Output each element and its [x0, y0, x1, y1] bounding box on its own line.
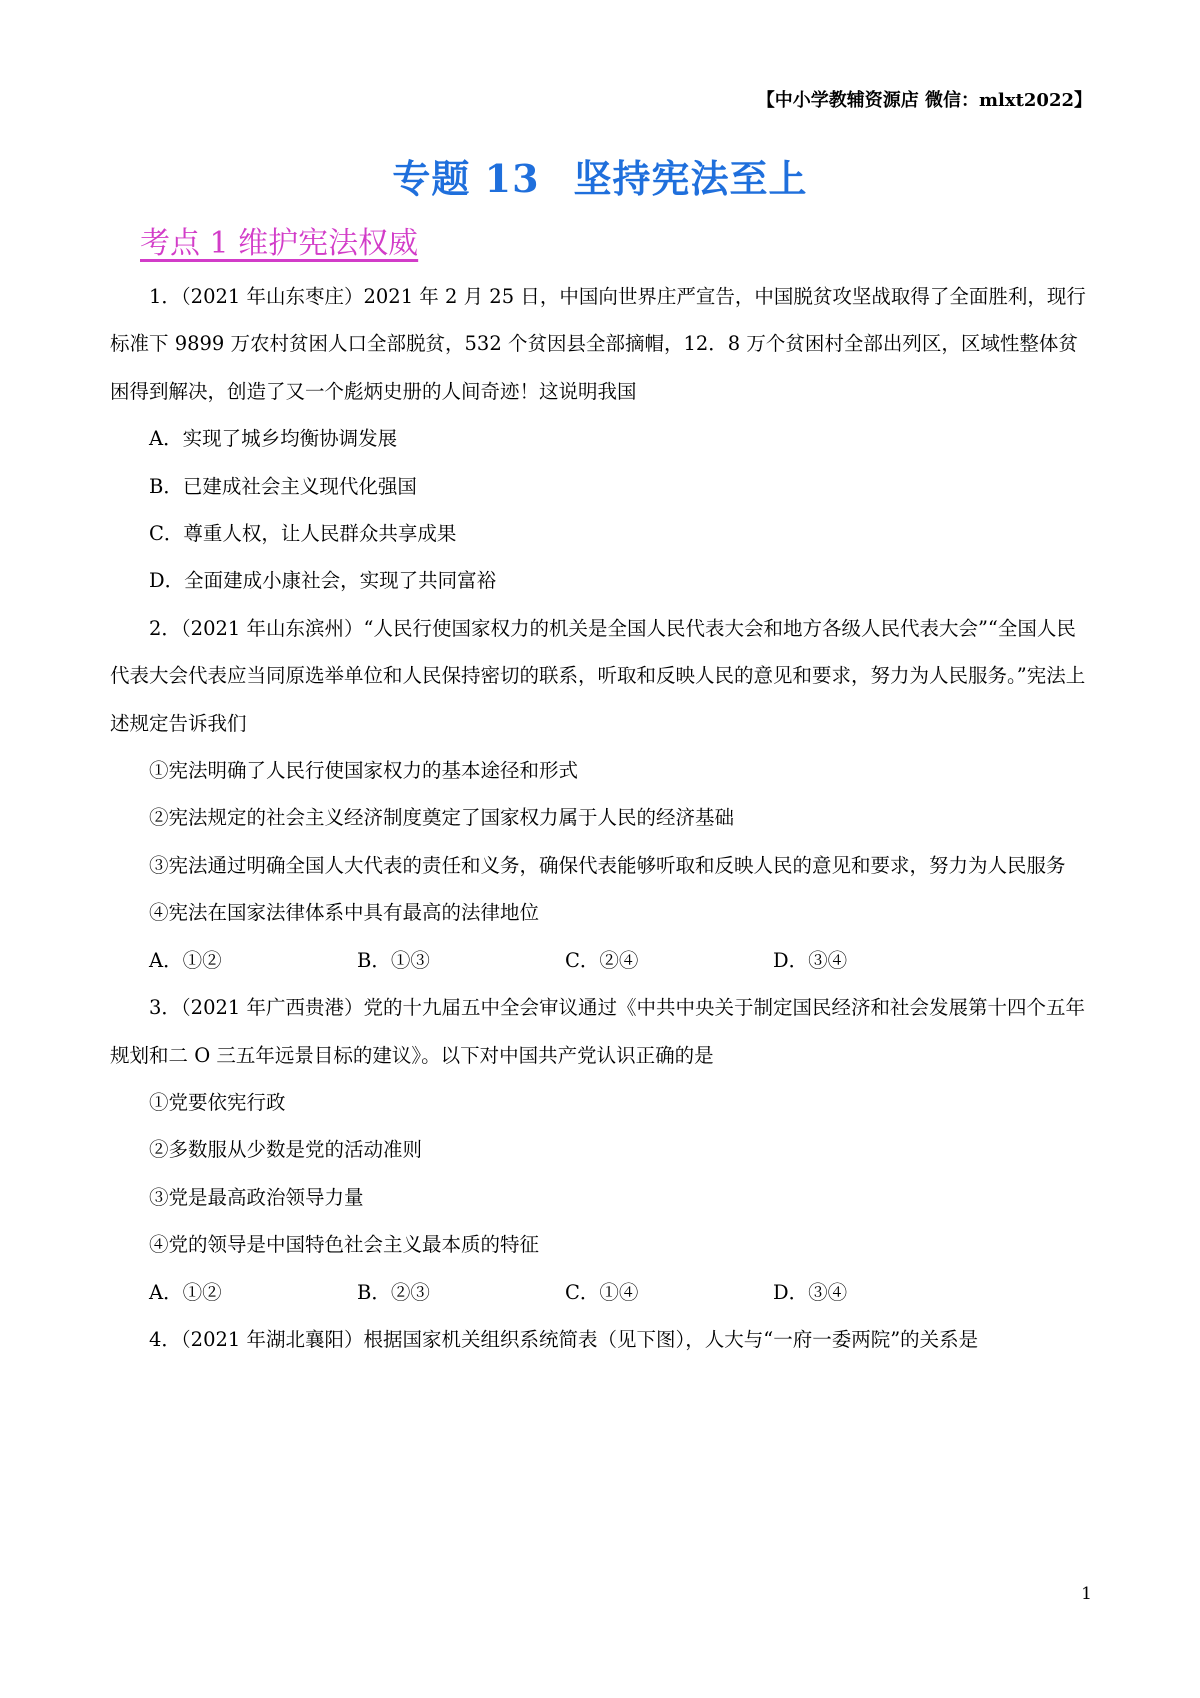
page-number: 1: [1081, 1584, 1092, 1604]
question-1-option-a: A．实现了城乡均衡协调发展: [149, 427, 398, 451]
question-3-statement-3: ③党是最高政治领导力量: [149, 1185, 364, 1209]
question-1-stem: 1．（2021 年山东枣庄）2021 年 2 月 25 日，中国向世界庄严宣告，中国脱贫攻坚战取得了全面胜利，现行标准下 9899 万农村贫困人口全部脱贫，532 个贫因县全部摘帽，12．8 万个贫困村全部出列区，区域性整体贫困得到解决，创造了又一个彪炳史册的人间奇迹！这说明我国: [110, 285, 1086, 403]
question-2-statement-2: ②宪法规定的社会主义经济制度奠定了国家权力属于人民的经济基础: [149, 806, 735, 830]
question-1-option-c: C．尊重人权，让人民群众共享成果: [149, 522, 457, 546]
section-heading: 考点 1 维护宪法权威: [140, 226, 419, 261]
question-3-option-d: D．③④: [773, 1280, 848, 1304]
question-2-option-a: A．①②: [149, 948, 222, 972]
question-2-option-b: B．①③: [357, 948, 430, 972]
question-3-stem: 3．（2021 年广西贵港）党的十九届五中全会审议通过《中共中央关于制定国民经济和社会发展第十四个五年规划和二 O 三五年远景目标的建议》。以下对中国共产党认识正确的是: [110, 996, 1085, 1067]
question-2-option-d: D．③④: [773, 948, 848, 972]
question-2-option-c: C．②④: [565, 948, 639, 972]
question-2-statement-4: ④宪法在国家法律体系中具有最高的法律地位: [149, 901, 540, 925]
header-note: 【中小学教辅资源店 微信：mlxt2022】: [756, 90, 1092, 111]
question-4-stem: 4．（2021 年湖北襄阳）根据国家机关组织系统简表（见下图），人大与“一府一委两院”的关系是: [149, 1327, 979, 1351]
question-3-options: [110, 1269, 1092, 1316]
question-content: [110, 273, 1092, 1363]
title-topic-number: 专题 13: [392, 156, 540, 201]
title-topic-name: 坚持宪法至上: [573, 156, 808, 201]
question-3-option-b: B．②③: [357, 1280, 430, 1304]
question-1-option-b: B．已建成社会主义现代化强国: [149, 474, 417, 498]
question-2-stem: 2．（2021 年山东滨州）“人民行使国家权力的机关是全国人民代表大会和地方各级人民代表大会”“全国人民代表大会代表应当同原选举单位和人民保持密切的联系，听取和反映人民的意见和要求，努力为人民服务。”宪法上述规定告诉我们: [110, 616, 1086, 735]
question-3-statement-4: ④党的领导是中国特色社会主义最本质的特征: [149, 1233, 540, 1257]
question-2-options: [110, 937, 1092, 984]
question-3-option-a: A．①②: [149, 1280, 222, 1304]
question-3-option-c: C．①④: [565, 1280, 639, 1304]
question-1-option-d: D．全面建成小康社会，实现了共同富裕: [149, 569, 497, 593]
page-title: [0, 148, 1200, 203]
question-3-statement-2: ②多数服从少数是党的活动准则: [149, 1138, 423, 1162]
question-3-statement-1: ①党要依宪行政: [149, 1090, 286, 1114]
question-2-statement-1: ①宪法明确了人民行使国家权力的基本途径和形式: [149, 759, 579, 783]
question-2-statement-3: ③宪法通过明确全国人大代表的责任和义务，确保代表能够听取和反映人民的意见和要求，努力为人民服务: [149, 853, 1066, 877]
